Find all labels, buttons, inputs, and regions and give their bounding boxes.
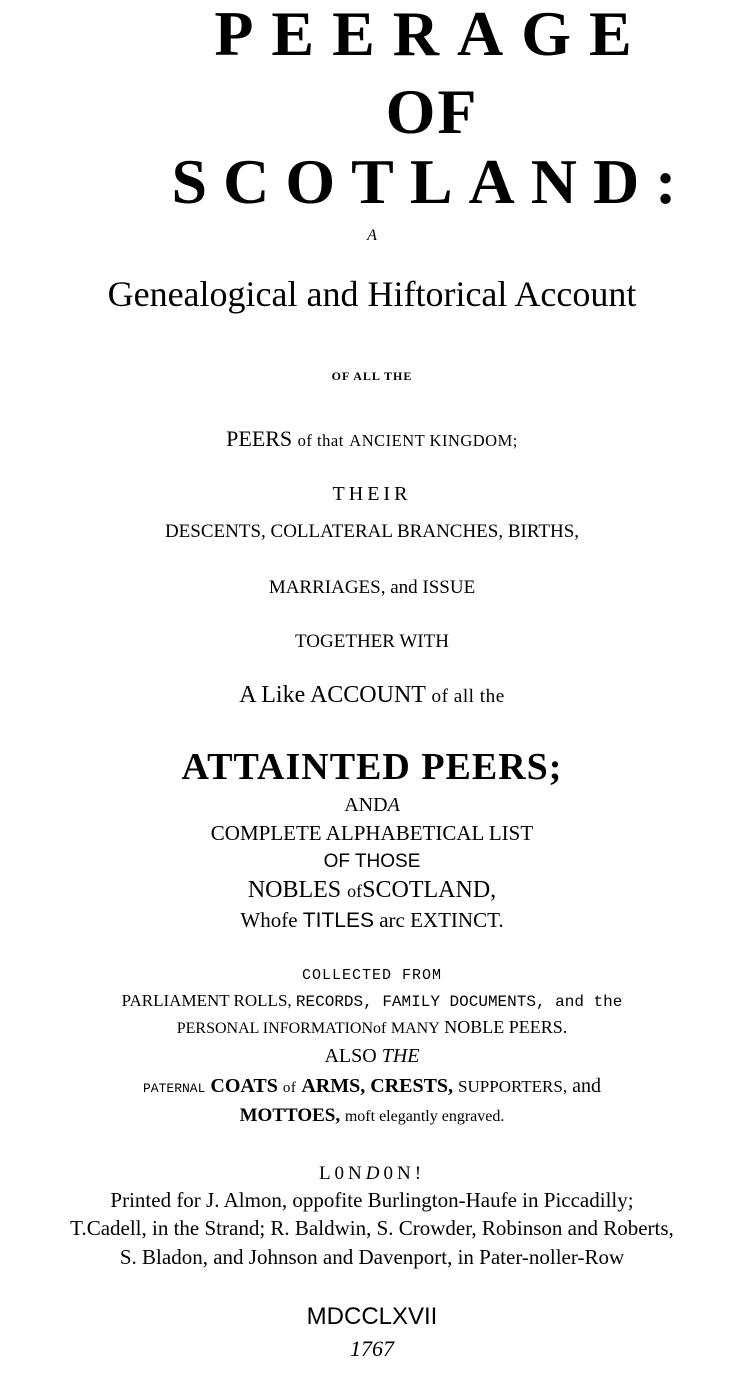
and-word: AND	[344, 794, 388, 816]
and-word-2: and	[572, 1075, 601, 1097]
are-extinct: arc EXTINCT.	[379, 908, 504, 932]
title-line-scotland: SCOTLAND:	[171, 146, 693, 217]
ancient-kingdom: ANCIENT KINGDOM;	[349, 431, 518, 450]
whose-titles-line	[0, 910, 744, 931]
also-word: ALSO	[324, 1045, 377, 1067]
title-line-of: OF	[385, 76, 479, 147]
supporters-word: SUPPORTERS,	[458, 1077, 568, 1096]
account-word: ACCOUNT	[309, 682, 426, 708]
nobles-line	[0, 878, 744, 902]
complete-list-line: COMPLETE ALPHABETICAL LIST	[210, 821, 534, 845]
printed-line-2: T.Cadell, in the Strand; R. Baldwin, S. Crowder, Robinson and Roberts,	[70, 1216, 674, 1240]
of-word-2: of	[373, 1020, 387, 1037]
paternal-line	[0, 1076, 744, 1096]
nobles-word: NOBLES	[247, 877, 342, 903]
together-with-line: TOGETHER WITH	[295, 631, 449, 652]
whose-word: Whofe	[240, 908, 298, 932]
titles-word: TITLES	[302, 909, 374, 932]
elegantly-engraved: moft elegantly engraved.	[344, 1108, 505, 1125]
mottoes-word: MOTTOES,	[239, 1105, 341, 1126]
peers-line	[0, 428, 744, 450]
title-article: A	[367, 227, 377, 244]
parliament-line	[0, 992, 744, 1010]
london-line	[0, 1164, 744, 1183]
printed-line-3: S. Bladon, and Johnson and Davenport, in Pater-noller-Row	[119, 1245, 625, 1269]
collected-from-line: COLLECTED FROM	[301, 967, 443, 984]
records-family-documents: RECORDS, FAMILY DOCUMENTS, and the	[295, 993, 623, 1011]
attainted-heading: ATTAINTED PEERS;	[181, 746, 563, 788]
their-line: THEIR	[332, 483, 412, 505]
london-b: D	[365, 1163, 384, 1184]
of-word: of	[347, 881, 363, 901]
noble-peers: NOBLE PEERS.	[444, 1017, 568, 1037]
peers-word: PEERS	[226, 426, 293, 451]
personal-information: PERSONAL INFORMATION	[176, 1020, 374, 1037]
a-word: A	[387, 794, 400, 816]
title-line-peerage: PEERAGE	[214, 0, 650, 69]
subtitle-main: Genealogical and Hiftorical Account	[107, 274, 637, 314]
arms-crests: ARMS, CRESTS,	[301, 1075, 454, 1097]
and-a-line	[0, 795, 744, 815]
mottoes-line	[0, 1106, 744, 1125]
paternal-word: PATERNAL	[143, 1081, 206, 1096]
printed-line-1: Printed for J. Almon, oppofite Burlington-Haufe in Piccadilly;	[110, 1188, 634, 1212]
year-date: 1767	[350, 1336, 394, 1361]
many-word: MANY	[390, 1020, 440, 1037]
parliament-rolls: PARLIAMENT ROLLS,	[121, 991, 292, 1010]
of-those-line: OF THOSE	[323, 851, 421, 872]
personal-information-line	[0, 1018, 744, 1037]
like-account-line	[0, 683, 744, 707]
of-that-word: of that	[297, 431, 344, 450]
a-like: A Like	[239, 682, 306, 708]
coats-word: COATS	[210, 1075, 278, 1097]
scotland-word: SCOTLAND,	[362, 877, 497, 903]
roman-date: MDCCLXVII	[306, 1303, 438, 1330]
london-c: 0N!	[383, 1163, 426, 1184]
the-word: THE	[381, 1045, 420, 1067]
also-the-line	[0, 1046, 744, 1066]
descents-line: DESCENTS, COLLATERAL BRANCHES, BIRTHS,	[164, 521, 580, 542]
of-word-3: of	[282, 1080, 297, 1096]
subtitle-of-all-the: OF ALL THE	[331, 369, 413, 383]
marriages-line: MARRIAGES, and ISSUE	[268, 577, 476, 598]
london-a: L0N	[318, 1163, 366, 1184]
of-all-the: of all the	[431, 686, 505, 707]
